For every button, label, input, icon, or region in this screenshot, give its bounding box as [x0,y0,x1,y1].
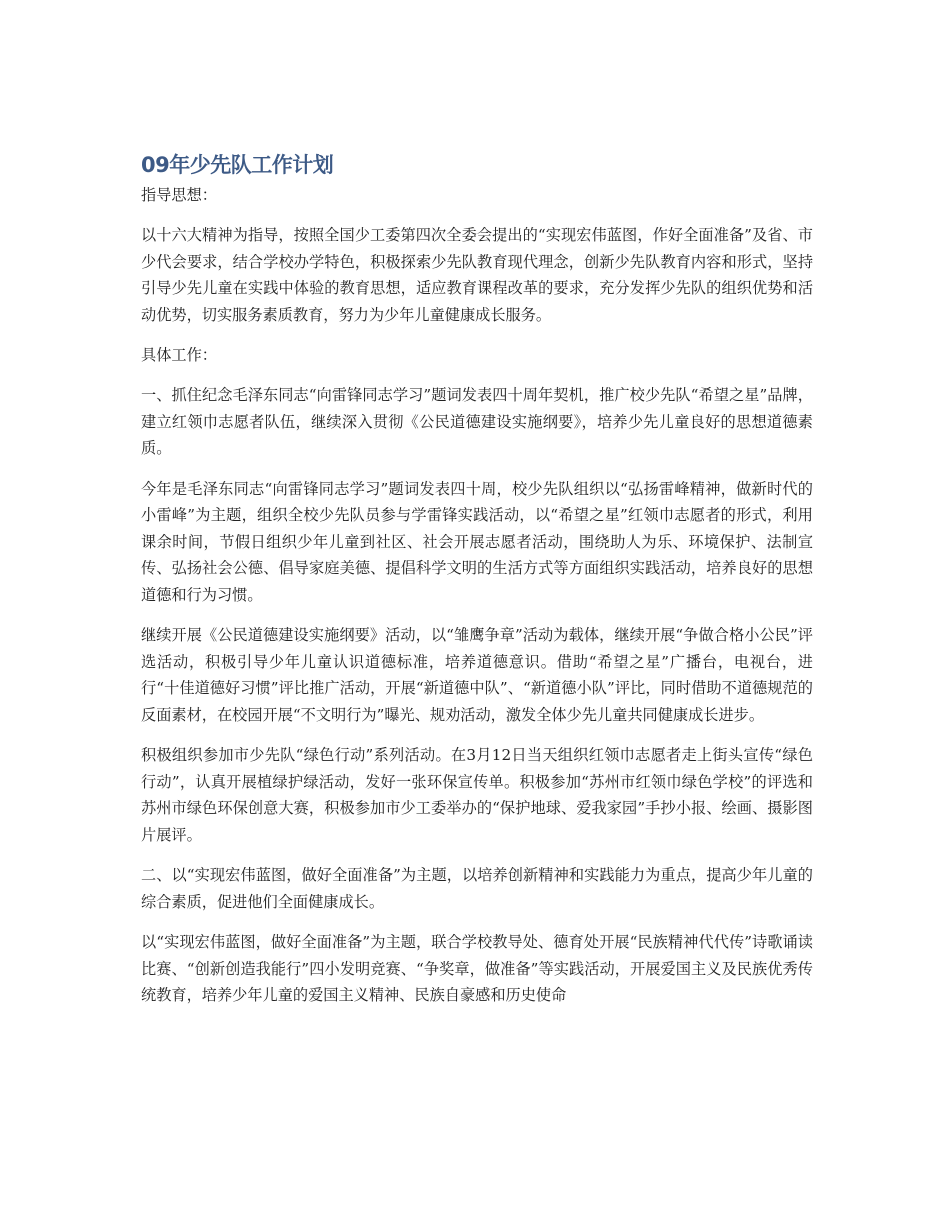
work-paragraph-6: 以“实现宏伟蓝图，做好全面准备”为主题，联合学校教导处、德育处开展“民族精神代代传”诗歌诵读比赛、“创新创造我能行”四小发明竞赛、“争奖章，做准备”等实践活动，开展爱国主义及民族优秀传统教育，培养少年儿童的爱国主义精神、民族自豪感和历史使命 [141,933,813,1004]
document-page [141,150,813,1023]
work-paragraph-1: 一、抓住纪念毛泽东同志“向雷锋同志学习”题词发表四十周年契机，推广校少先队“希望之星”品牌，建立红领巾志愿者队伍，继续深入贯彻《公民道德建设实施纲要》，培养少先儿童良好的思想道德素质。 [141,386,813,457]
work-label: 具体工作： [141,346,217,364]
guiding-label: 指导思想： [141,186,217,204]
guiding-paragraph: 以十六大精神为指导，按照全国少工委第四次全委会提出的“实现宏伟蓝图，作好全面准备”及省、市少代会要求，结合学校办学特色，积极探索少先队教育现代理念，创新少先队教育内容和形式，坚持引导少先儿童在实践中体验的教育思想，适应教育课程改革的要求，充分发挥少先队的组织优势和活动优势，切实服务素质教育，努力为少年儿童健康成长服务。 [141,226,813,324]
work-paragraph-2: 今年是毛泽东同志“向雷锋同志学习”题词发表四十周，校少先队组织以“弘扬雷峰精神，做新时代的小雷峰”为主题，组织全校少先队员参与学雷锋实践活动，以“希望之星”红领巾志愿者的形式，利用课余时间，节假日组织少年儿童到社区、社会开展志愿者活动，围绕助人为乐、环境保护、法制宣传、弘扬社会公德、倡导家庭美德、提倡科学文明的生活方式等方面组织实践活动，培养良好的思想道德和行为习惯。 [141,479,813,604]
document-title: 09年少先队工作计划 [141,153,334,177]
work-paragraph-4: 积极组织参加市少先队“绿色行动”系列活动。在3月12日当天组织红领巾志愿者走上街头宣传“绿色行动”，认真开展植绿护绿活动，发好一张环保宣传单。积极参加“苏州市红领巾绿色学校”的评选和苏州市绿色环保创意大赛，积极参加市少工委举办的“保护地球、爱我家园”手抄小报、绘画、摄影图片展评。 [141,746,813,844]
work-paragraph-3: 继续开展《公民道德建设实施纲要》活动，以“雏鹰争章”活动为载体，继续开展“争做合格小公民”评选活动，积极引导少年儿童认识道德标准，培养道德意识。借助“希望之星”广播台，电视台，进行“十佳道德好习惯”评比推广活动，开展“新道德中队”、“新道德小队”评比，同时借助不道德规范的反面素材，在校园开展“不文明行为”曝光、规劝活动，激发全体少先儿童共同健康成长进步。 [141,626,813,724]
work-paragraph-5: 二、以“实现宏伟蓝图，做好全面准备”为主题，以培养创新精神和实践能力为重点，提高少年儿童的综合素质，促进他们全面健康成长。 [141,866,813,911]
